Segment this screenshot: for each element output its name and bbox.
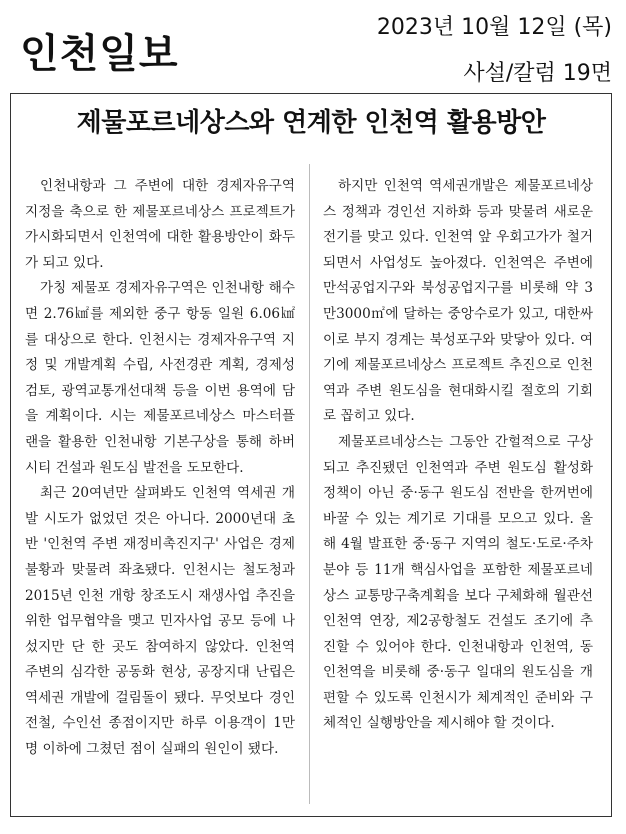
section-page-label: 사설/칼럼 19면 xyxy=(463,61,612,86)
article-headline: 제물포르네상스와 연계한 인천역 활용방안 xyxy=(76,108,546,138)
paragraph: 가칭 제물포 경제자유구역은 인천내항 해수면 2.76㎢를 제외한 중구 항동 일원 6.06㎢를 대상으로 한다. 인천시는 경제자유구역 지정 및 개발계획 수립, 사전경관 계획, 경제성검토, 광역교통개선대책 등을 이번 용역에 담을 계획이다. 시는 제물포르네상스 마스터플랜을 활용한 인천내항 기본구상을 통해 하버시티 건설과 원도심 발전을 도모한다. xyxy=(25,280,295,476)
paragraph: 제물포르네상스는 그동안 간헐적으로 구상되고 추진됐던 인천역과 주변 원도심 활성화 정책이 아닌 중·동구 원도심 전반을 한꺼번에 바꿀 수 있는 계기로 기대를 모으고 있다. 올해 4월 발표한 중·동구 지역의 철도·도로·주차분야 등 11개 핵심사업을 포함한 제물포르네상스 교통망구축계획을 보다 구체화해 월관선 인천역 연장, 제2공항철도 건설도 조기에 추진할 수 있어야 한다. 인천내항과 인천역, 동인천역을 비롯해 중·동구 일대의 원도심을 개편할 수 있도록 인천시가 체계적인 준비와 구체적인 실행방안을 제시해야 할 것이다. xyxy=(323,433,593,732)
newspaper-masthead: 인천일보 xyxy=(20,31,179,77)
article-column-right xyxy=(323,174,593,737)
article-column-left xyxy=(25,174,295,763)
publication-date: 2023년 10월 12일 (목) xyxy=(376,15,612,40)
column-divider xyxy=(309,164,310,804)
paragraph: 최근 20여년만 살펴봐도 인천역 역세권 개발 시도가 없었던 것은 아니다. 2000년대 초반 '인천역 주변 재정비촉진지구' 사업은 경제불황과 맞물려 좌초됐다. 인천시는 철도청과 2015년 인천 개항 창조도시 재생사업 추진을 위한 업무협약을 맺고 민자사업 공모 등에 나섰지만 단 한 곳도 참여하지 않았다. 인천역 주변의 심각한 공동화 현상, 공장지대 난립은 역세권 개발에 걸림돌이 됐다. 무엇보다 경인전철, 수인선 종점이지만 하루 이용객이 1만명 이하에 그쳤던 점이 실패의 원인이 됐다. xyxy=(25,485,295,758)
paragraph: 인천내항과 그 주변에 대한 경제자유구역 지정을 축으로 한 제물포르네상스 프로젝트가 가시화되면서 인천역에 대한 활용방안이 화두가 되고 있다. xyxy=(25,178,295,271)
article-frame xyxy=(10,93,612,817)
paragraph: 하지만 인천역 역세권개발은 제물포르네상스 정책과 경인선 지하화 등과 맞물려 새로운 전기를 맞고 있다. 인천역 앞 우회고가가 철거되면서 사업성도 높아졌다. 인천역은 주변에 만석공업지구와 북성공업지구를 비롯해 약 3만3000㎡에 달하는 중앙수로가 있고, 대한싸이로 부지 경계는 북성포구와 맞닿아 있다. 여기에 제물포르네상스 프로젝트 추진으로 인천역과 주변 원도심을 현대화시킬 절호의 기회로 꼽히고 있다. xyxy=(323,178,593,425)
